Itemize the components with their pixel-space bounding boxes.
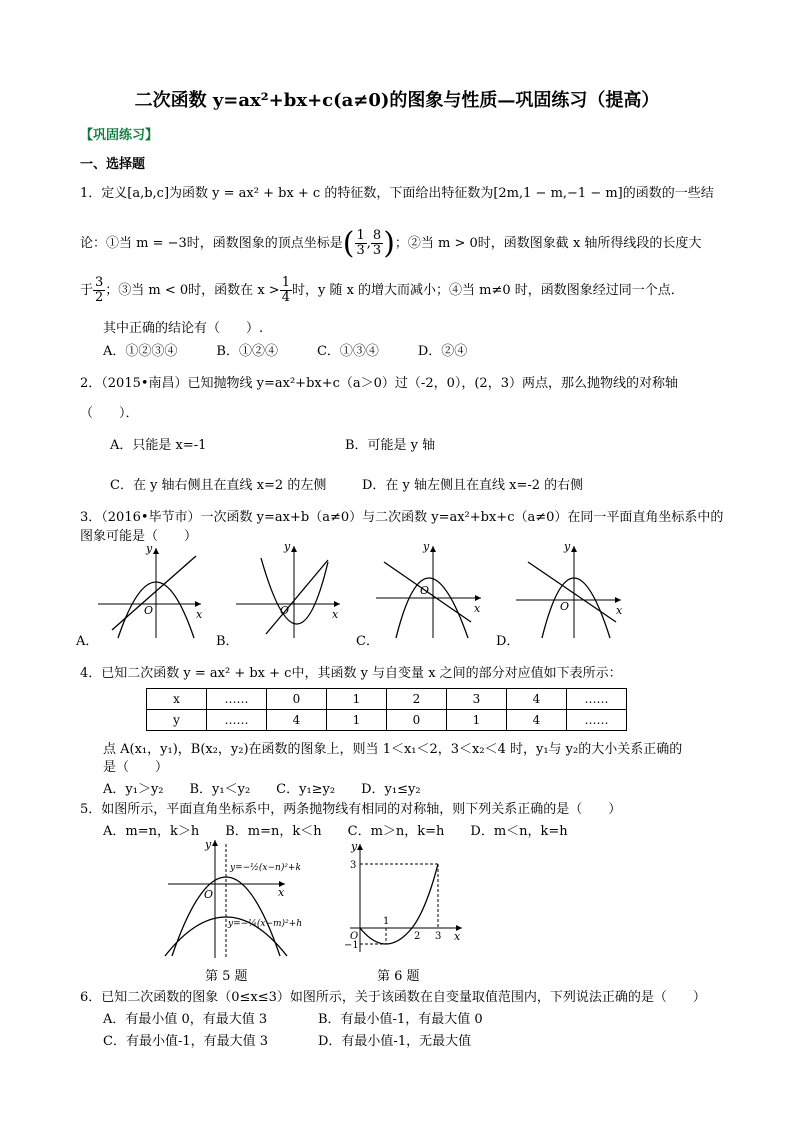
q1-line2-text-a: 论：①当 m = −3时，函数图象的顶点坐标是	[80, 236, 343, 251]
graph-b	[216, 540, 340, 649]
table-cell: 0	[387, 710, 447, 731]
q3-line2: 图象可能是（ ）	[80, 529, 198, 544]
graph-a-x-label: x	[196, 608, 203, 621]
table-cell: 0	[267, 689, 327, 710]
graph-b-x-label: x	[332, 608, 339, 621]
table-cell: y	[147, 710, 207, 731]
graph-d	[496, 540, 623, 649]
q1-options: A．①②③④ B．①②④ C．①③④ D．②④	[103, 344, 468, 359]
graph-a	[76, 542, 203, 649]
q2-option-b: B．可能是 y 轴	[345, 438, 436, 453]
q1-line2: 论：①当 m = −3时，函数图象的顶点坐标是( $\frac{1}{3}$ , $\frac{8}{3}$ )；②当 m > 0时，函数图象截 x 轴所得线段的长度大	[80, 226, 702, 261]
graph-c-label: C．	[356, 634, 379, 649]
q1-line3-text-b: ；③当 m < 0时，函数在 x >	[105, 283, 280, 298]
fig6-x-tick-2: 2	[414, 931, 421, 942]
graph-d-origin: O	[560, 600, 570, 613]
graph-a-origin: O	[144, 604, 154, 617]
fig6-x-label: x	[454, 930, 461, 943]
figure-6-caption: 第 6 题	[377, 969, 420, 984]
table-cell: 2	[387, 689, 447, 710]
fig5-y-label: y	[205, 838, 212, 851]
table-cell: ……	[207, 710, 267, 731]
fraction-three-halves: $\frac{3}{2}$	[95, 275, 104, 305]
vertex-y-fraction: $\frac{8}{3}$	[372, 228, 382, 258]
q6-option-d: D．有最小值-1，无最大值	[318, 1034, 472, 1049]
figure-5-caption: 第 5 题	[205, 969, 248, 984]
graph-c-x-label: x	[474, 602, 481, 615]
q2-option-c: C．在 y 轴右侧且在直线 x=2 的左侧	[110, 478, 327, 493]
figure-6	[340, 840, 470, 962]
table-row	[147, 689, 627, 710]
graph-a-y-label: y	[146, 542, 153, 555]
fig6-y-tick-neg1: −1	[344, 940, 359, 951]
graph-b-y-label: y	[284, 540, 291, 553]
q3-line1: 3．（2016•毕节市）一次函数 y=ax+b（a≠0）与二次函数 y=ax²+bx+c（a≠0）在同一平面直角坐标系中的	[80, 510, 724, 525]
section-tag: 【巩固练习】	[80, 128, 159, 143]
q1-line2-text-b: ；②当 m > 0时，函数图象截 x 轴所得线段的长度大	[394, 236, 702, 251]
q4-options: A．y₁＞y₂ B．y₁＜y₂ C．y₁≥y₂ D．y₁≤y₂	[103, 782, 421, 797]
fig6-y-tick-3: 3	[350, 860, 357, 871]
fig5-equation-bottom: y=−¼(x−m)²+h	[228, 919, 303, 929]
table-cell: 1	[447, 710, 507, 731]
figure-5	[160, 838, 320, 968]
graph-c-origin: O	[420, 584, 430, 597]
table-row	[147, 710, 627, 731]
graph-c-y-label: y	[423, 540, 430, 553]
fraction-one-quarter: $\frac{1}{4}$	[281, 275, 290, 305]
table-cell: 4	[507, 689, 567, 710]
q6-option-c: C．有最小值-1，有最大值 3	[103, 1034, 269, 1049]
graph-c	[356, 540, 481, 649]
graph-d-x-label: x	[616, 604, 623, 617]
section-heading: 一、选择题	[80, 157, 146, 172]
graph-d-label: D．	[496, 634, 520, 649]
q1-line3-text-c: 时，y 随 x 的增大而减小；④当 m≠0 时，函数图象经过同一个点．	[291, 283, 684, 298]
q6-option-a: A．有最小值 0，有最大值 3	[103, 1012, 268, 1027]
graph-b-origin: O	[280, 604, 290, 617]
fig6-origin: O	[350, 931, 359, 942]
table-cell: 4	[507, 710, 567, 731]
q4-line2: 点 A(x₁，y₁)，B(x₂，y₂)在函数的图象上，则当 1＜x₁＜2，3＜x₂＜4 时，y₁与 y₂的大小关系正确的	[103, 742, 683, 757]
table-cell: 3	[447, 689, 507, 710]
q2-line2: （ ）．	[80, 406, 139, 421]
q5-line1: 5．如图所示，平面直角坐标系中，两条抛物线有相同的对称轴，则下列关系正确的是（ ）	[80, 802, 622, 817]
fig6-y-label: y	[351, 840, 358, 853]
vertex-x-fraction: $\frac{1}{3}$	[356, 228, 365, 258]
table-cell: ……	[567, 710, 627, 731]
q2-option-a: A．只能是 x=-1	[110, 438, 207, 453]
fig5-x-label: x	[278, 886, 285, 899]
fig6-x-tick-1: 1	[383, 916, 390, 927]
table-cell: ……	[567, 689, 627, 710]
fig5-equation-top: y=−½(x−n)²+k	[230, 863, 301, 873]
table-cell: ……	[207, 689, 267, 710]
q6-line1: 6．已知二次函数的图象（0≤x≤3）如图所示，关于该函数在自变量取值范围内，下列说法正确的是（ ）	[80, 990, 706, 1005]
q1-line4: 其中正确的结论有（ ）.	[103, 321, 264, 336]
q4-line1: 4．已知二次函数 y = ax² + bx + c中，其函数 y 与自变量 x 之间的部分对应值如下表所示：	[80, 666, 622, 681]
value-table	[146, 688, 627, 731]
table-cell: 1	[327, 689, 387, 710]
page-title: 二次函数 y=ax²+bx+c(a≠0)的图象与性质—巩固练习（提高）	[134, 90, 660, 111]
fig6-x-tick-3: 3	[435, 931, 442, 942]
q1-line1: 1．定义[a,b,c]为函数 y = ax² + bx + c 的特征数，下面给出特征数为[2m,1 − m,−1 − m]的函数的一些结	[80, 186, 714, 201]
table-cell: 4	[267, 710, 327, 731]
graph-d-y-label: y	[564, 540, 571, 553]
graph-a-label: A．	[76, 634, 99, 649]
q1-line3-text-a: 于	[80, 283, 94, 298]
graph-b-label: B．	[216, 634, 239, 649]
q1-line3	[80, 276, 684, 305]
q2-option-d: D．在 y 轴左侧且在直线 x=-2 的右侧	[362, 478, 584, 493]
table-cell: 1	[327, 710, 387, 731]
q5-options: A．m=n，k＞h B．m=n，k＜h C．m＞n，k=h D．m＜n，k=h	[103, 824, 568, 839]
q2-line1: 2．（2015•南昌）已知抛物线 y=ax²+bx+c（a＞0）过（-2，0），(2，3）两点，那么抛物线的对称轴	[80, 376, 678, 391]
table-cell: x	[147, 689, 207, 710]
fig5-origin: O	[204, 888, 214, 901]
q6-option-b: B．有最小值-1，有最大值 0	[318, 1012, 483, 1027]
q3-graphs	[76, 538, 676, 650]
q4-line3: 是（ ）	[103, 760, 169, 775]
